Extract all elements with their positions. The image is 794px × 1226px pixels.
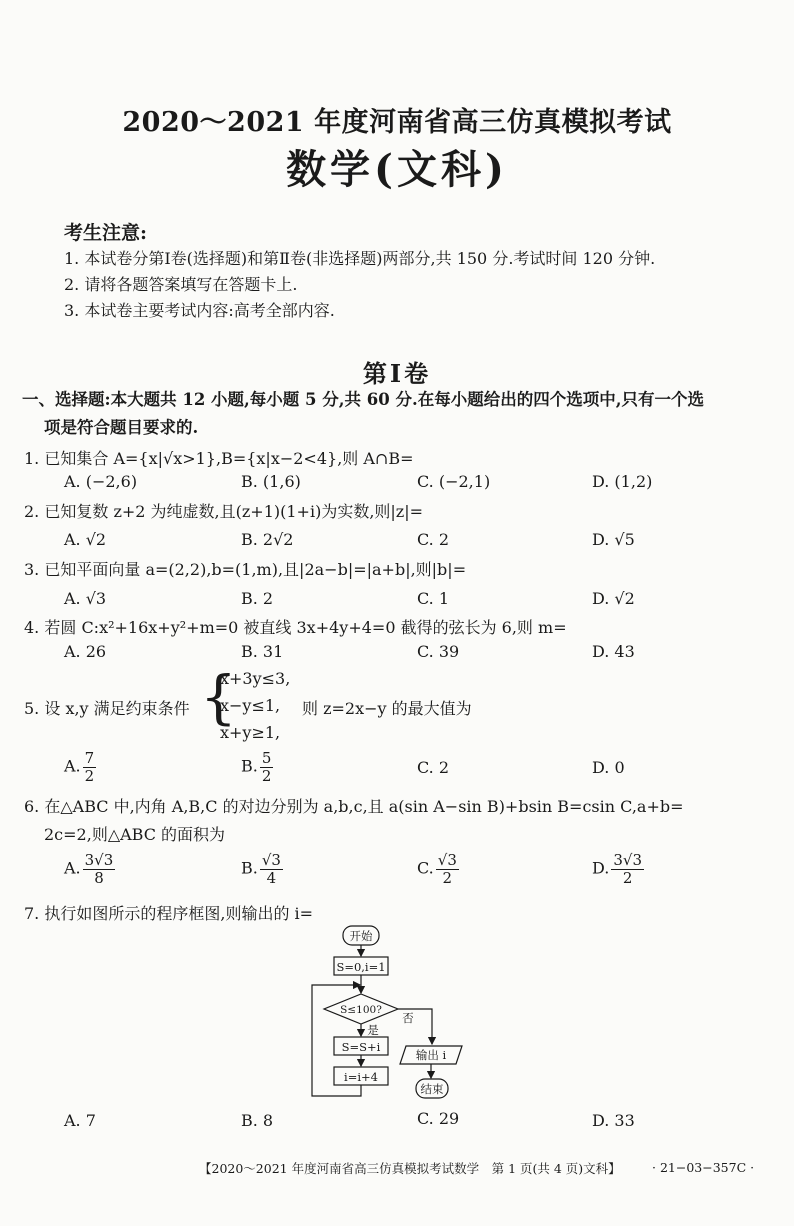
question-4-option-a: A. 26 [64,642,107,661]
question-2-option-b: B. 2√2 [241,530,294,549]
flowchart-step1-label: S=S+i [341,1040,381,1054]
question-3-stem: 3. 已知平面向量 a=(2,2),b=(1,m),且|2a−b|=|a+b|,则|b|= [24,560,467,579]
question-6-stem-line2: 2c=2,则△ABC 的面积为 [44,825,226,844]
flowchart-output-label: 输出 i [415,1048,447,1062]
exam-subtitle: 数学(文科) [286,146,508,193]
flowchart-no-label: 否 [402,1011,414,1025]
question-5-stem-prefix: 5. 设 x,y 满足约束条件 [24,699,190,718]
option-value: 2 [438,758,450,777]
question-5-option-b [241,750,273,784]
question-4-stem: 4. 若圆 C:x²+16x+y²+m=0 被直线 3x+4y+4=0 截得的弦长为 6,则 m= [24,618,567,637]
question-5-constraint-1: x+3y≤3, [220,669,291,688]
fraction-denominator: 2 [442,868,453,887]
fraction-numerator: √3 [437,851,457,869]
question-2-stem: 2. 已知复数 z+2 为纯虚数,且(z+1)(1+i)为实数,则|z|= [24,502,424,521]
option-letter: A. [64,756,81,776]
question-2-option-c: C. 2 [417,530,450,549]
question-6-option-d [592,852,644,886]
fraction-denominator: 2 [622,868,633,887]
option-letter: B. [241,858,258,878]
page-footer: 【2020～2021 年度河南省高三仿真模拟考试数学 第 1 页(共 4 页)文科】 [199,1161,621,1176]
notice-item-2: 2. 请将各题答案填写在答题卡上. [64,275,298,294]
section-instruction-line2: 项是符合题目要求的. [44,418,199,437]
fraction [260,852,283,886]
question-2-option-a: A. √2 [64,530,107,549]
question-5-constraint-3: x+y≥1, [220,723,281,742]
fraction [260,750,274,784]
question-3-option-d: D. √2 [592,589,635,608]
fraction-numerator: 7 [84,749,95,767]
question-5-option-a [64,750,96,784]
question-7-option-a: A. 7 [64,1111,96,1130]
question-6-option-a [64,852,115,886]
fraction-numerator: √3 [261,851,281,869]
option-letter: D. [592,858,610,878]
constraint-brace: { [200,663,237,731]
fraction [436,852,459,886]
option-letter: A. [64,858,81,878]
option-value: 0 [614,758,625,777]
question-3-option-a: A. √3 [64,589,107,608]
page-code: · 21−03−357C · [652,1160,755,1175]
fraction-denominator: 2 [261,766,272,785]
question-5-constraint-2: x−y≤1, [220,696,281,715]
option-letter: D. [592,758,610,777]
fraction [83,750,97,784]
fraction-denominator: 4 [266,868,277,887]
question-6-option-c [417,852,459,886]
fraction-numerator: 3√3 [613,851,642,869]
flowchart-init-label: S=0,i=1 [336,960,386,974]
exam-title: 2020～2021 年度河南省高三仿真模拟考试 [122,107,672,138]
flowchart-condition-label: S≤100? [340,1004,382,1016]
question-1-option-a: A. (−2,6) [64,472,138,491]
question-1-option-d: D. (1,2) [592,472,653,491]
question-5-option-d [592,758,625,777]
question-1-option-b: B. (1,6) [241,472,301,491]
notice-item-3: 3. 本试卷主要考试内容:高考全部内容. [64,301,335,320]
section-title: 第Ⅰ卷 [362,359,432,388]
question-6-option-b [241,852,283,886]
option-letter: C. [417,858,434,878]
fraction-numerator: 5 [261,749,272,767]
question-3-option-c: C. 1 [417,589,450,608]
question-6-stem-line1: 6. 在△ABC 中,内角 A,B,C 的对边分别为 a,b,c,且 a(sin A−sin B)+bsin B=csin C,a+b= [24,797,684,816]
question-7-option-b: B. 8 [241,1111,274,1130]
notice-item-1: 1. 本试卷分第Ⅰ卷(选择题)和第Ⅱ卷(非选择题)两部分,共 150 分.考试时间 120 分钟. [64,249,656,268]
question-7-stem: 7. 执行如图所示的程序框图,则输出的 i= [24,904,314,923]
question-5-option-c [417,758,449,777]
question-1-stem: 1. 已知集合 A={x|√x>1},B={x|x−2<4},则 A∩B= [24,449,414,468]
fraction-denominator: 8 [94,868,104,887]
flowchart-yes-label: 是 [367,1023,379,1037]
fraction [83,852,116,886]
question-7-option-d: D. 33 [592,1111,635,1130]
flowchart [300,922,470,1114]
question-4-option-c: C. 39 [417,642,460,661]
fraction [611,852,644,886]
fraction-denominator: 2 [84,766,95,785]
question-4-option-b: B. 31 [241,642,284,661]
question-2-option-d: D. √5 [592,530,635,549]
notice-title: 考生注意: [64,222,148,244]
question-7-option-c: C. 29 [417,1109,460,1128]
question-1-option-c: C. (−2,1) [417,472,491,491]
question-4-option-d: D. 43 [592,642,635,661]
option-letter: C. [417,758,434,777]
option-letter: B. [241,756,258,776]
section-instruction-line1: 一、选择题:本大题共 12 小题,每小题 5 分,共 60 分.在每小题给出的四个选项中,只有一个选 [22,390,704,409]
question-5-stem-suffix: 则 z=2x−y 的最大值为 [302,699,472,718]
flowchart-step2-label: i=i+4 [344,1070,378,1084]
fraction-numerator: 3√3 [84,851,114,869]
question-3-option-b: B. 2 [241,589,274,608]
flowchart-end-label: 结束 [420,1082,444,1096]
flowchart-start-label: 开始 [349,929,373,943]
